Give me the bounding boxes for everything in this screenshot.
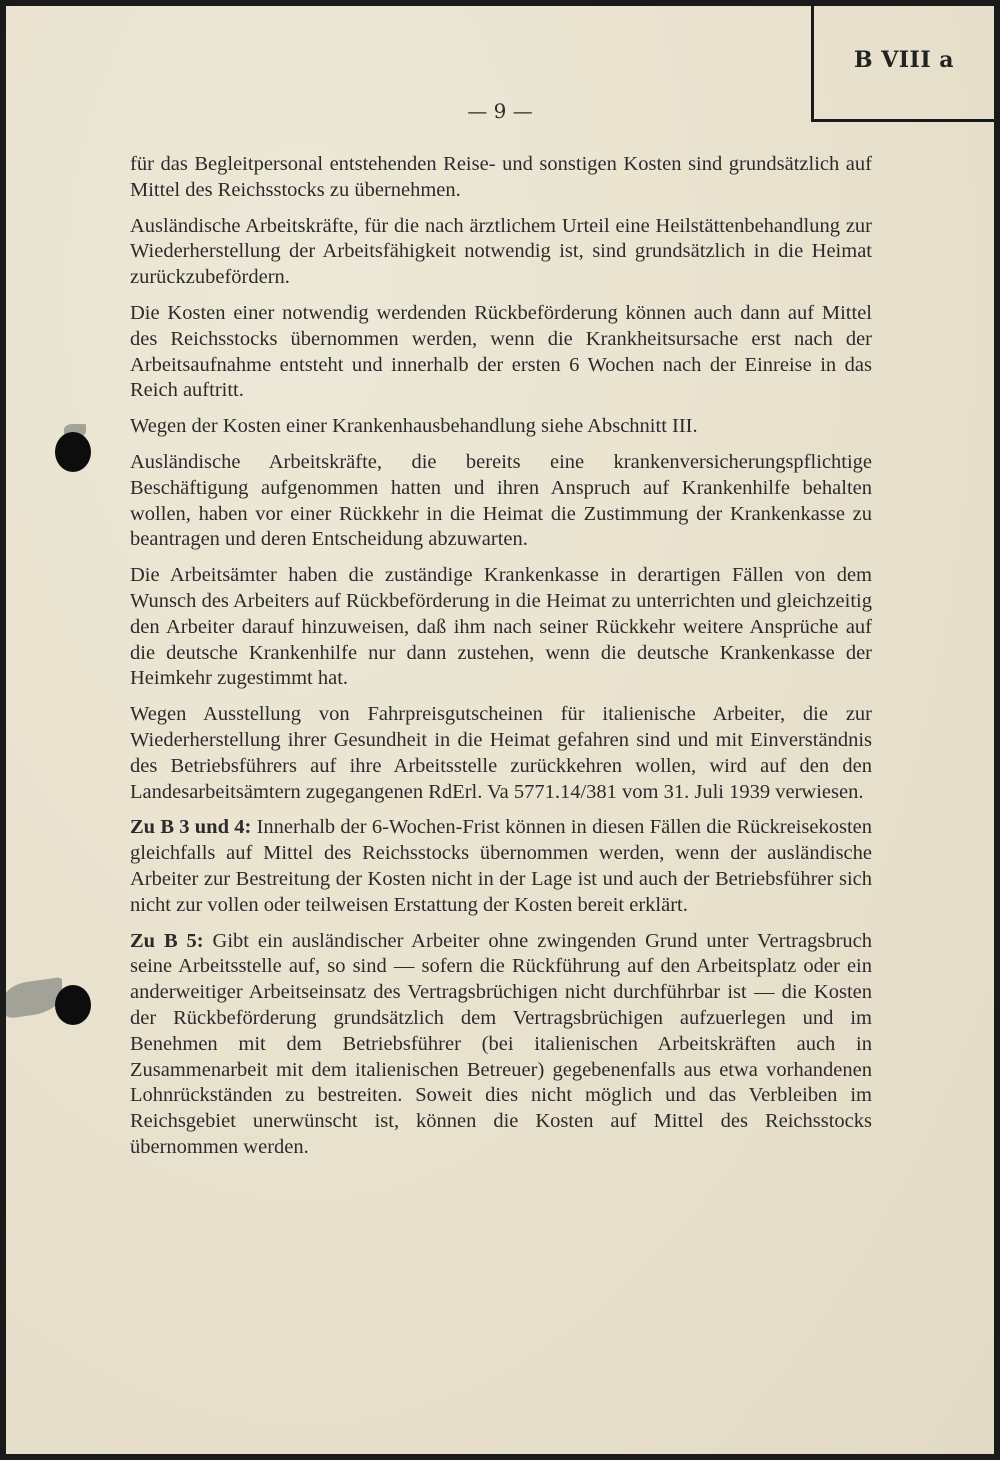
paragraph: [130, 815, 872, 918]
paragraph: [130, 563, 872, 692]
paragraph-text: Ausländische Arbeitskräfte, die bereits eine krankenversicherungspflichtige Beschäftigung aufgenommen hatten und ihren Anspruch auf Krankenhilfe behalten wollen, haben vor einer Rückkehr in die Heimat die Zustimmung der Krankenkasse zu beantragen und deren Entscheidung abzuwarten.: [130, 450, 872, 551]
document-page: [6, 6, 994, 1454]
paragraph-text: Gibt ein ausländischer Arbeiter ohne zwingenden Grund unter Vertragsbruch seine Arbeitsstelle auf, so sind — sofern die Rückführung auf den Arbeitsplatz oder ein anderweitiger Arbeitseinsatz des Vertragsbrüchigen nicht durchführbar ist — die Kosten der Rückbeförderung grundsätzlich dem Vertragsbrüchigen aufzuerlegen und im Benehmen mit dem Betriebsführer (bei italienischen Arbeitskräften auch in Zusammenarbeit mit dem italienischen Betreuer) gegebenenfalls aus etwa vorhandenen Lohnrückständen zu bestreiten. Soweit dies nicht möglich und das Verbleiben im Reichsgebiet unerwünscht ist, können die Kosten auf Mittel des Reichsstocks übernommen werden.: [130, 929, 873, 1158]
paragraph: [130, 152, 872, 204]
paragraph: [130, 214, 872, 291]
paragraph-text: Ausländische Arbeitskräfte, für die nach ärztlichem Urteil eine Heilstättenbehandlung zur Wiederherstellung der Arbeitsfähigkeit notwendig ist, sind grundsätzlich in die Heimat zurückzubefördern.: [130, 214, 872, 289]
paragraph: [130, 301, 872, 404]
paragraph-lead: Zu B 3 und 4:: [130, 816, 252, 839]
paragraph: [130, 450, 872, 553]
paragraph-text: Innerhalb der 6-Wochen-Frist können in diesen Fällen die Rückreisekosten gleichfalls auf Mittel des Reichsstocks übernommen werden, wenn der ausländische Arbeiter zur Bestreitung der Kosten nicht in der Lage ist und auch der Betriebsführer sich nicht zur vollen oder teilweisen Erstattung der Kosten bereit erklärt.: [130, 816, 872, 916]
body-text: [130, 152, 872, 1171]
paragraph-text: Wegen Ausstellung von Fahrpreisgutscheinen für italienische Arbeiter, die zur Wiederherstellung ihrer Gesundheit in die Heimat gefahren sind und mit Einverständnis des Betriebsführers auf ihre Arbeitsstelle zurückkehren wollen, wird auf den den Landesarbeitsämtern zugegangenen RdErl. Va 5771.14/381 vom 31. Juli 1939 verwiesen.: [130, 703, 872, 803]
punch-hole: [55, 985, 91, 1025]
punch-hole: [55, 432, 91, 472]
ink-smudge: [6, 977, 62, 1019]
paragraph-text: Die Kosten einer notwendig werdenden Rückbeförderung können auch dann auf Mittel des Reichsstocks übernommen werden, wenn die Krankheitsursache erst nach der Arbeitsaufnahme entsteht und innerhalb der ersten 6 Wochen nach der Einreise in das Reich auftritt.: [130, 301, 872, 402]
section-label: B VIII a: [853, 47, 955, 73]
page-number: — 9 —: [467, 99, 533, 123]
paragraph-lead: Zu B 5:: [130, 929, 204, 952]
paragraph-text: Wegen der Kosten einer Krankenhausbehandlung siehe Abschnitt III.: [130, 415, 698, 438]
paragraph-text: für das Begleitpersonal entstehenden Reise- und sonstigen Kosten sind grundsätzlich auf Mittel des Reichsstocks zu übernehmen.: [130, 153, 872, 201]
paragraph: [130, 929, 872, 1161]
paragraph: [130, 414, 872, 440]
paragraph-text: Die Arbeitsämter haben die zuständige Krankenkasse in derartigen Fällen von dem Wunsch des Arbeiters auf Rückbeförderung in die Heimat zu unterrichten und gleichzeitig den Arbeiter darauf hinzuweisen, daß ihm nach seiner Rückkehr weitere Ansprüche auf die deutsche Krankenhilfe nur dann zustehen, wenn die deutsche Krankenkasse der Heimkehr zugestimmt hat.: [130, 564, 872, 690]
paragraph: [130, 702, 872, 805]
